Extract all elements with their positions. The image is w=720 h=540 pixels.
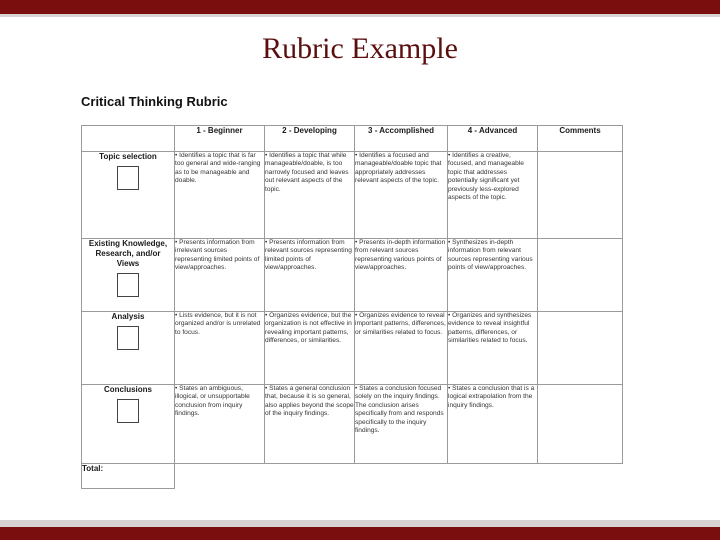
header-row (82, 126, 623, 152)
header-beginner: 1 - Beginner (175, 126, 265, 152)
table-row (82, 239, 623, 312)
rubric-table (81, 125, 623, 489)
rubric-cell: • Synthesizes in-depth information from relevant sources representing various points of view/approaches. (448, 239, 538, 312)
criterion-cell (82, 312, 175, 385)
total-row (82, 464, 623, 489)
header-developing: 2 - Developing (265, 126, 355, 152)
rubric-cell: • Organizes evidence to reveal important patterns, differences, or similarities related to focus. (355, 312, 448, 385)
criterion-label: Topic selection (99, 152, 157, 161)
top-accent-stripe (0, 14, 720, 17)
total-label: Total: (82, 464, 175, 489)
rubric-cell: • States a general conclusion that, because it is so general, also applies beyond the scope of the inquiry findings. (265, 385, 355, 464)
rubric-cell: • States an ambiguous, illogical, or unsupportable conclusion from inquiry findings. (175, 385, 265, 464)
rubric-cell: • Identifies a topic that is far too general and wide-ranging as to be manageable and doable. (175, 152, 265, 239)
comments-cell[interactable] (538, 239, 623, 312)
criterion-label: Conclusions (103, 385, 152, 394)
rubric-title: Critical Thinking Rubric (81, 94, 228, 109)
rubric-cell: • Presents information from irrelevant sources representing limited points of view/approaches. (175, 239, 265, 312)
comments-cell[interactable] (538, 152, 623, 239)
comments-cell[interactable] (538, 385, 623, 464)
table-row (82, 312, 623, 385)
slide-title: Rubric Example (262, 32, 458, 65)
criterion-cell (82, 239, 175, 312)
top-accent-band (0, 0, 720, 14)
criterion-cell (82, 152, 175, 239)
rubric-cell: • Lists evidence, but it is not organized and/or is unrelated to focus. (175, 312, 265, 385)
bottom-accent-band (0, 527, 720, 540)
criterion-label: Analysis (111, 312, 145, 321)
rubric-cell: • Presents in-depth information from relevant sources representing various points of view/approaches. (355, 239, 448, 312)
score-box[interactable] (117, 273, 139, 297)
criterion-cell (82, 385, 175, 464)
header-criterion (82, 126, 175, 152)
rubric-cell: • Presents information from relevant sources representing limited points of view/approaches. (265, 239, 355, 312)
table-row (82, 385, 623, 464)
header-advanced: 4 - Advanced (448, 126, 538, 152)
rubric-cell: • States a conclusion that is a logical extrapolation from the inquiry findings. (448, 385, 538, 464)
header-comments: Comments (538, 126, 623, 152)
criterion-label: Existing Knowledge, Research, and/or Views (88, 239, 168, 268)
score-box[interactable] (117, 399, 139, 423)
rubric-cell: • States a conclusion focused solely on the inquiry findings. The conclusion arises specifically from and responds specifically to the inquiry findings. (355, 385, 448, 464)
rubric-cell: • Organizes evidence, but the organization is not effective in revealing important patterns, differences, or similarities. (265, 312, 355, 385)
rubric-cell: • Organizes and synthesizes evidence to reveal insightful patterns, differences, or similarities related to focus. (448, 312, 538, 385)
rubric-cell: • Identifies a focused and manageable/doable topic that appropriately addresses relevant aspects of the topic. (355, 152, 448, 239)
rubric-cell: • Identifies a topic that while manageable/doable, is too narrowly focused and leaves out relevant aspects of the topic. (265, 152, 355, 239)
header-accomplished: 3 - Accomplished (355, 126, 448, 152)
score-box[interactable] (117, 166, 139, 190)
bottom-accent-stripe (0, 520, 720, 527)
score-box[interactable] (117, 326, 139, 350)
rubric-cell: • Identifies a creative, focused, and manageable topic that addresses potentially significant yet previously less-explored aspects of the topic. (448, 152, 538, 239)
table-row (82, 152, 623, 239)
total-blank (175, 464, 623, 489)
comments-cell[interactable] (538, 312, 623, 385)
